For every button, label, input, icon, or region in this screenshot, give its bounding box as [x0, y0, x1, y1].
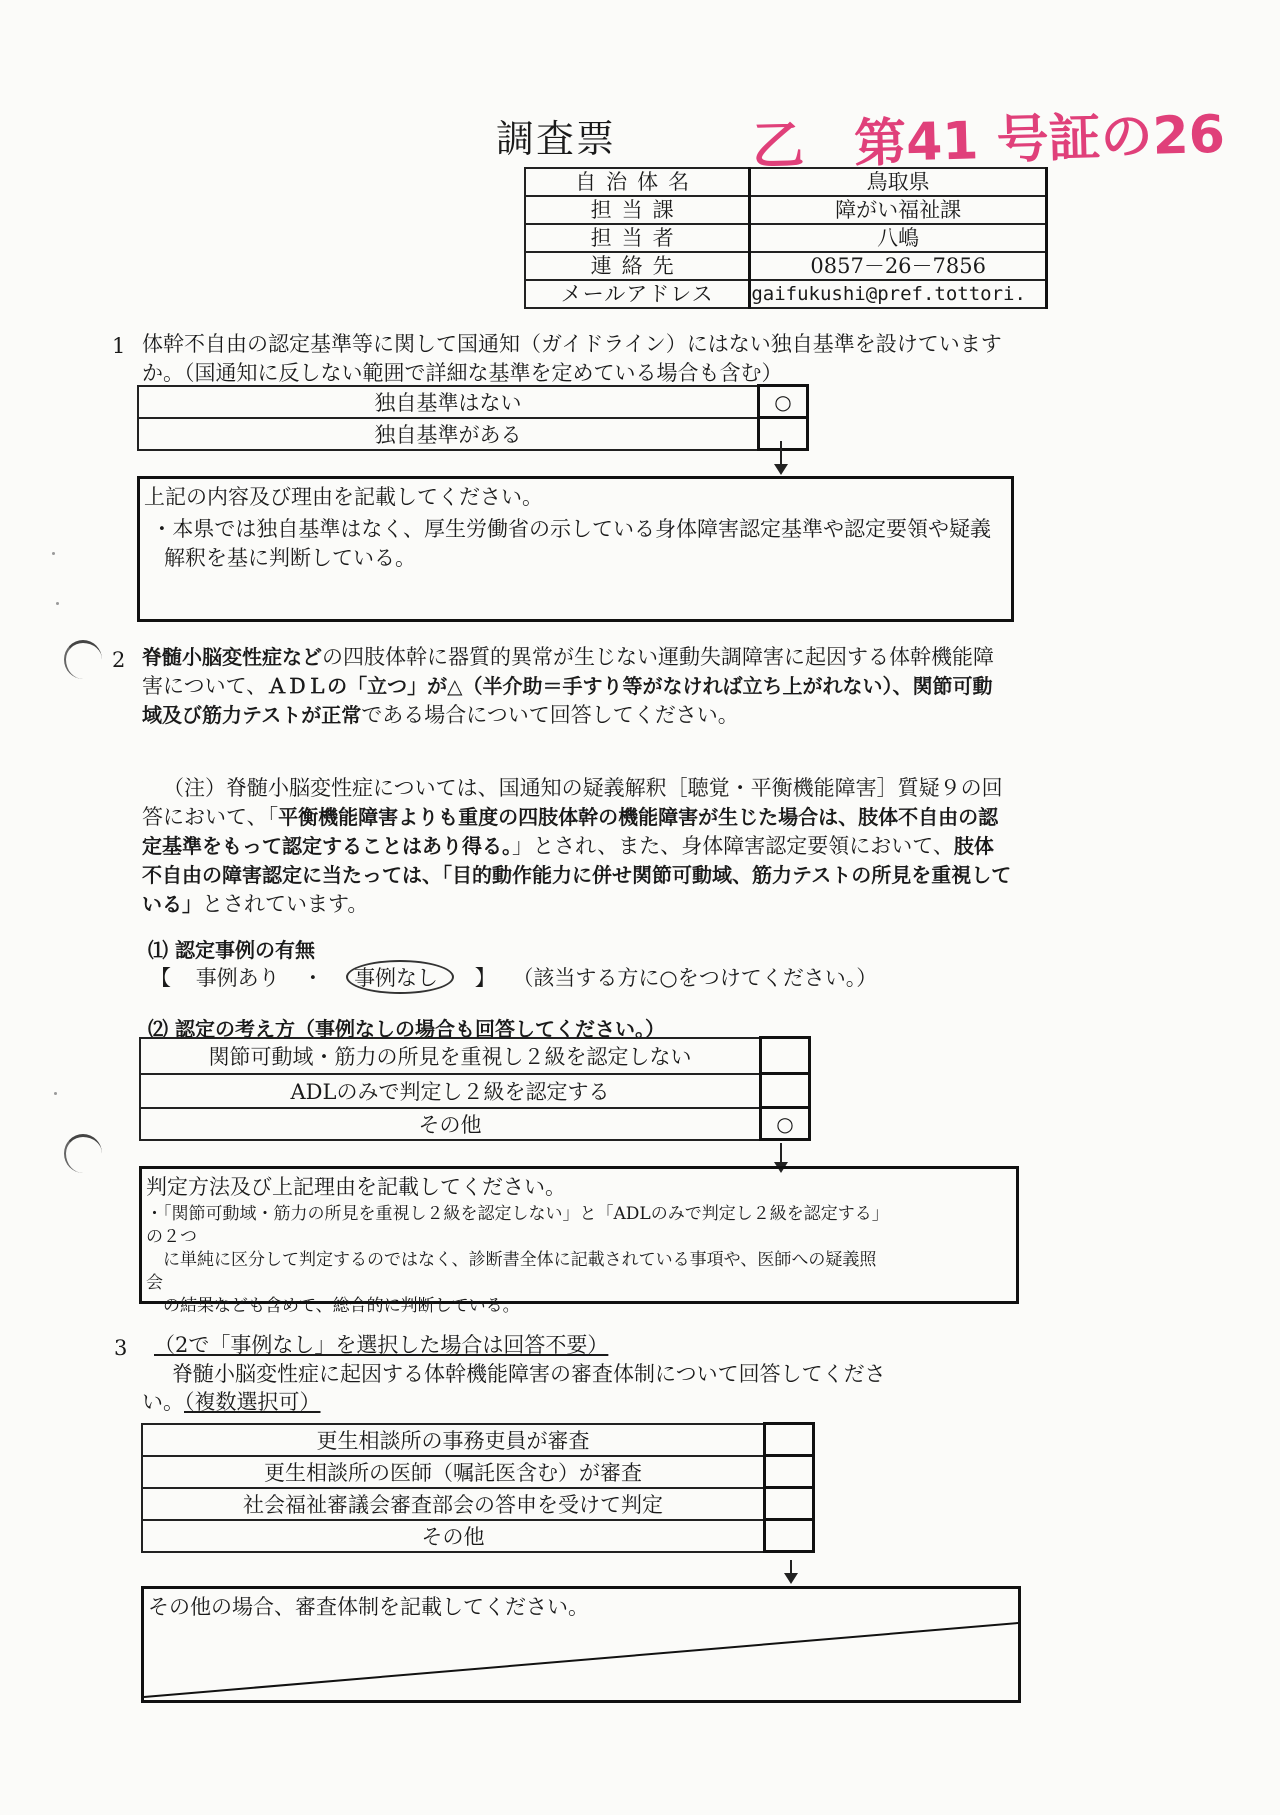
q1-option-checkbox[interactable] [759, 418, 808, 450]
q3-options [141, 1422, 815, 1553]
q3-condition: （2で「事例なし」を選択した場合は回答不要） [154, 1333, 609, 1357]
q1-option-label: 独自基準はない [138, 386, 759, 418]
q2-note-5: とされています。 [202, 892, 369, 916]
q2-text-2: の四肢体幹に器質的異常が生じない運動失調障害に起因する体幹機能障害について、 [142, 645, 994, 698]
q2-sub1-choice [150, 960, 877, 994]
q2-note-2: 平衡機能障害よりも重度の四肢体幹の機能障害が生じた場合は、肢体不自由の認定基準をもって認定することはあり得る。 [142, 805, 999, 858]
contact-label: 連絡先 [525, 252, 750, 280]
q2-option-checkbox[interactable] [761, 1074, 810, 1108]
table-row [142, 1520, 814, 1552]
q3-text-a: 脊髄小脳変性症に起因する体幹機能障害の審査体制について回答してくださ [172, 1362, 886, 1386]
q2-note-4: 肢体不自由の障害認定に当たっては、「目的動作能力に併せ関節可動域、筋力テストの所見を重視している」 [142, 834, 1012, 916]
municipality-value: 鳥取県 [750, 168, 1047, 196]
q3-option-checkbox[interactable] [765, 1424, 814, 1456]
q3-multi: （複数選択可） [184, 1390, 321, 1414]
q1-option-label: 独自基準がある [138, 418, 759, 450]
q3-option-checkbox[interactable] [765, 1520, 814, 1552]
punch-hole [64, 1134, 102, 1173]
stamp-number: 第41 号証の26 [853, 104, 1226, 175]
q3-option-label: 社会福祉審議会審査部会の答申を受けて判定 [142, 1488, 765, 1520]
q2-box-line: 会 [146, 1273, 163, 1293]
q3-option-label: 更生相談所の医師（嘱託医含む）が審査 [142, 1456, 765, 1488]
q3-box-lead: その他の場合、審査体制を記載してください。 [148, 1595, 589, 1619]
table-row [525, 224, 1047, 252]
email-label: メールアドレス [525, 280, 750, 308]
contact-table [524, 167, 1048, 309]
separator: ・ [302, 966, 324, 990]
q2-option-checkbox[interactable]: ○ [761, 1108, 810, 1140]
q2-sub1-title: ⑴ 認定事例の有無 [148, 938, 315, 962]
speck [56, 602, 59, 605]
q1-text: 体幹不自由の認定基準等に関して国通知（ガイドライン）にはない独自基準を設けていますか。（国通知に反しない範囲で詳細な基準を定めている場合も含む） [142, 332, 1002, 385]
page-title: 調査票 [496, 117, 617, 161]
q3-option-label: その他 [142, 1520, 765, 1552]
q3-text-b: い。 [142, 1390, 184, 1414]
q3-option-label: 更生相談所の事務吏員が審査 [142, 1424, 765, 1456]
q1-box-lead: 上記の内容及び理由を記載してください。 [144, 485, 543, 509]
person-value: 八嶋 [750, 224, 1047, 252]
speck [52, 552, 55, 555]
table-row [142, 1488, 814, 1520]
bracket: 】 [474, 966, 496, 990]
q3-option-checkbox[interactable] [765, 1456, 814, 1488]
q2-box-line: ・「関節可動域・筋力の所見を重視し２級を認定しない」と「ADLのみで判定し２級を認定する」 [146, 1204, 889, 1224]
q2-opt-case-no[interactable]: 事例なし [346, 960, 454, 994]
q2-sub2-title: ⑵ 認定の考え方（事例なしの場合も回答してください。） [148, 1017, 665, 1041]
q2-sub1-hint: （該当する方に○をつけてください。） [512, 966, 878, 990]
q2-option-label: 関節可動域・筋力の所見を重視し２級を認定しない [140, 1038, 761, 1074]
q2-number: 2 [112, 648, 126, 672]
q2-box-line: の結果なども含めて、総合的に判断している。 [146, 1296, 520, 1316]
q2-text-3: ＡＤＬの「立つ」が△（半介助＝手すり等がなければ立ち上がれない）、関節可動域及び筋力テストが正常 [142, 674, 993, 727]
email-value: gaifukushi@pref.tottori. [750, 280, 1047, 308]
q2-note-1: （注）脊髄小脳変性症については、国通知の疑義解釈［聴覚・平衡機能障害］質疑９の回答において、「 [142, 776, 1003, 829]
municipality-label: 自治体名 [525, 168, 750, 196]
q2-text [142, 643, 1012, 730]
q2-note [142, 774, 1012, 919]
q2-answer-box[interactable] [139, 1166, 1019, 1316]
table-row [525, 196, 1047, 224]
punch-hole [64, 640, 102, 679]
stamp-prefix: 乙 [751, 115, 806, 178]
q2-text-1: 脊髄小脳変性症など [142, 645, 322, 669]
table-row [138, 418, 808, 450]
q2-option-label: その他 [140, 1108, 761, 1140]
department-value: 障がい福祉課 [750, 196, 1047, 224]
table-row [138, 386, 808, 418]
q2-opt-case-yes[interactable]: 事例あり [195, 966, 280, 990]
table-row [142, 1424, 814, 1456]
table-row [525, 280, 1047, 308]
table-row [140, 1038, 810, 1074]
q3-answer-box[interactable] [141, 1586, 1021, 1703]
q1-box-answer: ・本県では独自基準はなく、厚生労働省の示している身体障害認定基準や認定要領や疑義解釈を基に判断している。 [151, 517, 991, 570]
contact-value: 0857－26－7856 [750, 252, 1047, 280]
table-row [142, 1456, 814, 1488]
q1-answer-box[interactable] [137, 476, 1014, 622]
bracket: 【 [150, 966, 171, 990]
q2-box-line: に単純に区分して判定するのではなく、診断書全体に記載されている事項や、医師への疑義照 [146, 1250, 877, 1270]
arrow-down-icon [780, 441, 782, 465]
q2-option-checkbox[interactable] [761, 1038, 810, 1074]
arrow-down-icon [790, 1560, 792, 1574]
q3-number: 3 [114, 1336, 128, 1360]
q3-text-b-line [142, 1388, 321, 1417]
q2-note-3: 」とされ、また、身体障害認定要領において、 [512, 834, 954, 858]
q1-option-checkbox[interactable]: ○ [759, 386, 808, 418]
department-label: 担当課 [525, 196, 750, 224]
table-row [525, 168, 1047, 196]
q2-box-line: の２つ [146, 1227, 197, 1247]
person-label: 担当者 [525, 224, 750, 252]
arrow-down-icon [780, 1143, 782, 1163]
strike-through-line [144, 1589, 1018, 1700]
q2-text-4: である場合について回答してください。 [361, 703, 739, 727]
q2-options [139, 1036, 811, 1141]
speck [54, 1092, 57, 1095]
table-row [525, 252, 1047, 280]
q1-number: 1 [112, 334, 126, 358]
q2-option-label: ADLのみで判定し２級を認定する [140, 1074, 761, 1108]
q1-options [137, 384, 809, 451]
table-row [140, 1108, 810, 1140]
q3-option-checkbox[interactable] [765, 1488, 814, 1520]
table-row [140, 1074, 810, 1108]
q2-box-lead: 判定方法及び上記理由を記載してください。 [146, 1175, 566, 1199]
